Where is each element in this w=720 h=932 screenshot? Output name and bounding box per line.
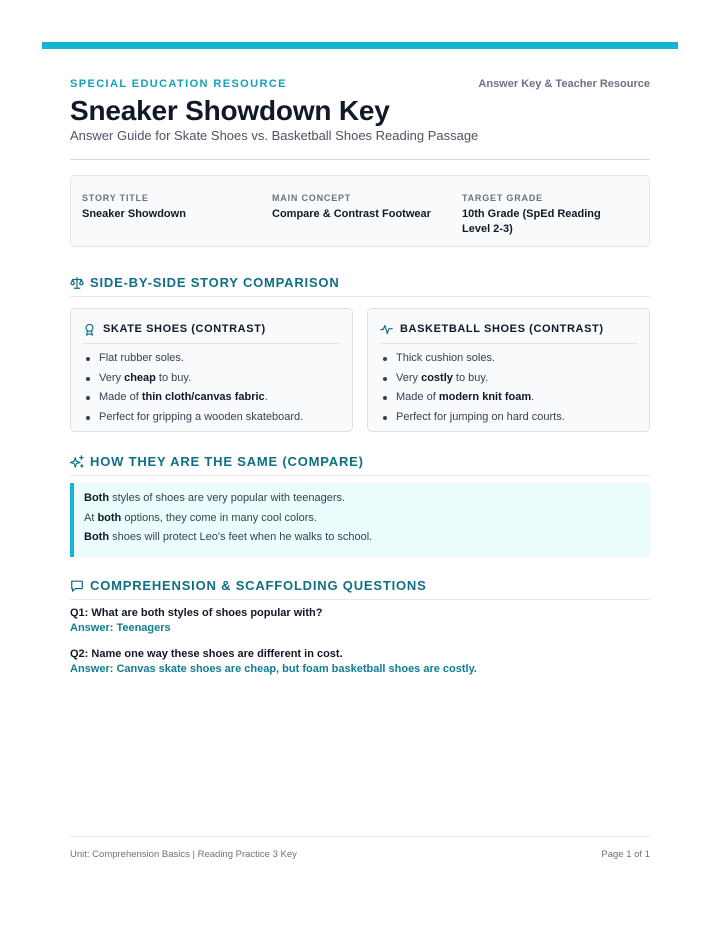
section-title: COMPREHENSION & SCAFFOLDING QUESTIONS bbox=[90, 578, 427, 593]
meta-value: Sneaker Showdown bbox=[82, 208, 186, 220]
eyebrow-label: SPECIAL EDUCATION RESOURCE bbox=[70, 78, 287, 90]
comparison-section-heading bbox=[70, 275, 650, 297]
meta-value: 10th Grade (SpEd Reading Level 2-3) bbox=[462, 208, 601, 235]
item-emphasis: modern knit foam bbox=[438, 391, 532, 403]
page-footer bbox=[70, 836, 650, 860]
item-emphasis: thin cloth/canvas fabric bbox=[141, 391, 265, 403]
meta-main-concept bbox=[272, 193, 462, 246]
same-section-heading bbox=[70, 454, 650, 476]
top-accent-bar bbox=[42, 42, 678, 49]
scale-icon bbox=[70, 276, 84, 290]
list-item bbox=[83, 391, 340, 411]
item-text: Very bbox=[396, 371, 422, 384]
card-divider bbox=[83, 343, 340, 344]
item-emphasis: costly bbox=[421, 371, 453, 384]
line-emphasis: Both bbox=[84, 492, 110, 504]
basketball-shoes-list bbox=[380, 352, 637, 430]
item-text: Very bbox=[99, 371, 125, 384]
item-text: Perfect for gripping a wooden skateboard. bbox=[99, 410, 304, 423]
answer-text: Answer: Canvas skate shoes are cheap, but foam basketball shoes are costly. bbox=[70, 663, 477, 675]
activity-pulse-icon bbox=[380, 323, 393, 336]
item-text: Flat rubber soles. bbox=[99, 352, 184, 364]
item-text: Perfect for jumping on hard courts. bbox=[396, 410, 565, 423]
item-text: Made of bbox=[396, 391, 439, 403]
line-text: At bbox=[84, 511, 98, 524]
header-divider bbox=[70, 159, 650, 160]
page-number: Page 1 of 1 bbox=[601, 849, 650, 860]
questions-section-heading bbox=[70, 578, 650, 600]
list-item bbox=[380, 411, 637, 431]
list-item bbox=[380, 391, 637, 411]
item-text: Made of bbox=[99, 391, 142, 403]
chat-bubble-icon bbox=[70, 579, 84, 593]
card-title: SKATE SHOES (CONTRAST) bbox=[103, 323, 266, 335]
question-text: Q2: Name one way these shoes are different in cost. bbox=[70, 648, 343, 660]
award-ribbon-icon bbox=[83, 323, 96, 336]
meta-target-grade bbox=[462, 193, 638, 246]
line-emphasis: both bbox=[97, 511, 122, 524]
section-title: HOW THEY ARE THE SAME (COMPARE) bbox=[90, 454, 364, 469]
line-text: shoes will protect Leo's feet when he walks to school. bbox=[109, 531, 373, 543]
meta-label: STORY TITLE bbox=[82, 193, 149, 203]
list-item bbox=[380, 372, 637, 392]
skate-shoes-list bbox=[83, 352, 340, 430]
skate-shoes-card bbox=[70, 308, 353, 432]
section-title: SIDE-BY-SIDE STORY COMPARISON bbox=[90, 275, 340, 290]
item-text: . bbox=[264, 391, 268, 403]
page-subtitle: Answer Guide for Skate Shoes vs. Basketball Shoes Reading Passage bbox=[70, 128, 479, 143]
page-title: Sneaker Showdown Key bbox=[70, 95, 390, 126]
card-header bbox=[83, 321, 340, 337]
question-block bbox=[70, 648, 650, 675]
list-item bbox=[83, 352, 340, 372]
card-header bbox=[380, 321, 637, 337]
line-text: options, they come in many cool colors. bbox=[121, 511, 317, 524]
card-title: BASKETBALL SHOES (CONTRAST) bbox=[400, 323, 604, 335]
header-row bbox=[70, 78, 650, 90]
line-emphasis: Both bbox=[84, 531, 110, 543]
line-text: styles of shoes are very popular with teenagers. bbox=[109, 492, 346, 504]
story-meta-panel bbox=[70, 175, 650, 247]
basketball-shoes-card bbox=[367, 308, 650, 432]
list-item bbox=[380, 352, 637, 372]
footer-unit-label: Unit: Comprehension Basics | Reading Practice 3 Key bbox=[70, 849, 297, 860]
item-text: . bbox=[531, 391, 535, 403]
question-text: Q1: What are both styles of shoes popular with? bbox=[70, 607, 323, 619]
meta-label: TARGET GRADE bbox=[462, 193, 543, 203]
answer-text: Answer: Teenagers bbox=[70, 622, 171, 634]
meta-value: Compare & Contrast Footwear bbox=[272, 208, 431, 220]
meta-label: MAIN CONCEPT bbox=[272, 193, 352, 203]
list-item bbox=[83, 372, 340, 392]
callout-line bbox=[84, 531, 650, 551]
card-divider bbox=[380, 343, 637, 344]
callout-line bbox=[84, 512, 650, 532]
resource-type-label: Answer Key & Teacher Resource bbox=[478, 78, 650, 90]
item-text: Thick cushion soles. bbox=[396, 352, 496, 364]
item-emphasis: cheap bbox=[124, 371, 156, 384]
item-text: to buy. bbox=[155, 371, 192, 384]
callout-line bbox=[84, 492, 650, 512]
meta-story-title bbox=[82, 193, 272, 246]
list-item bbox=[83, 411, 340, 431]
similarities-callout bbox=[70, 483, 650, 557]
sparkles-icon bbox=[70, 455, 84, 469]
question-block bbox=[70, 607, 650, 634]
item-text: to buy. bbox=[452, 371, 489, 384]
